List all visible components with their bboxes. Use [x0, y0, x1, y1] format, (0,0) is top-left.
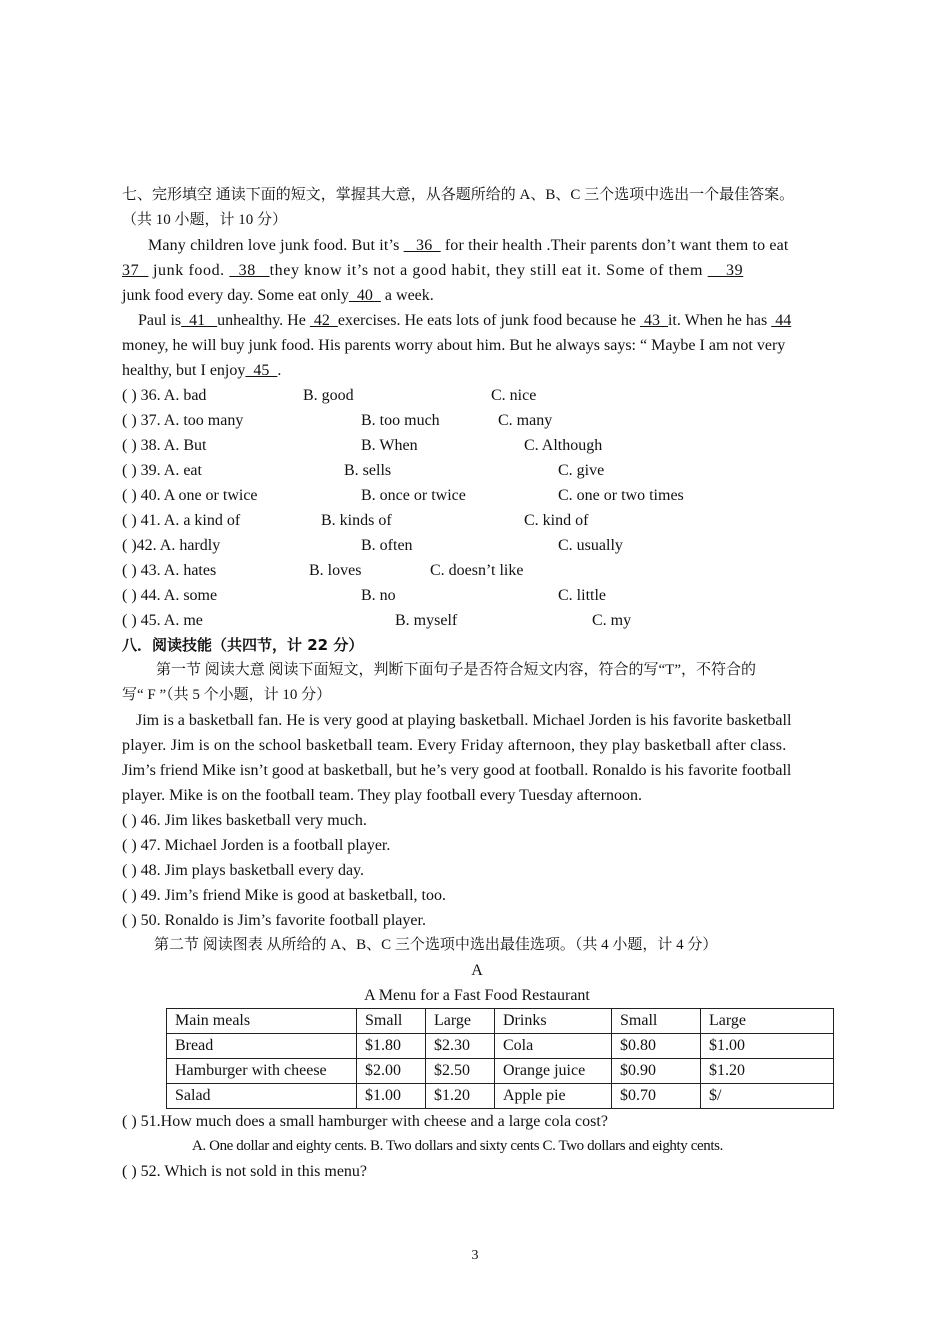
question-40: ( ) 40. A one or twice B. once or twice C. one or two times: [122, 487, 684, 504]
table-cell: $1.80: [357, 1034, 426, 1059]
blank-39: 39: [707, 262, 744, 279]
question-38: ( ) 38. A. But B. When C. Although: [122, 437, 603, 454]
blank-41: 41: [181, 312, 218, 329]
table-cell: Hamburger with cheese: [167, 1059, 357, 1084]
header-cell: Large: [426, 1009, 495, 1034]
table-cell: $0.70: [612, 1084, 701, 1109]
section8-title: 八．阅读技能（共四节，计 22 分）: [122, 636, 364, 654]
question-37: ( ) 37. A. too many B. too much C. many: [122, 412, 553, 429]
cloze-line-4: Paul is 41 unhealthy. He 42 exercises. He eats lots of junk food because he 43 it. When he has 44: [138, 312, 792, 329]
table-label: A: [471, 962, 483, 979]
passage-line-2: player. Jim is on the school basketball team. Every Friday afternoon, they play basketball after class.: [122, 737, 787, 754]
table-header-row: [167, 1009, 834, 1034]
header-cell: Large: [701, 1009, 834, 1034]
table-row: [167, 1084, 834, 1109]
question-49: ( ) 49. Jim’s friend Mike is good at basketball, too.: [122, 887, 446, 904]
table-cell: Apple pie: [495, 1084, 612, 1109]
question-39: ( ) 39. A. eat B. sells C. give: [122, 462, 605, 479]
blank-45: 45: [245, 362, 278, 379]
question-46: ( ) 46. Jim likes basketball very much.: [122, 812, 367, 829]
blank-40: 40: [348, 287, 381, 304]
table-cell: $0.90: [612, 1059, 701, 1084]
part2-instructions: 第二节 阅读图表 从所给的 A、B、C 三个选项中选出最佳选项。（共 4 小题，计 4 分）: [154, 937, 718, 953]
cloze-line-2: 37 junk food. 38 they know it’s not a good habit, they still eat it. Some of them 39: [122, 262, 744, 279]
question-36: ( ) 36. A. bad B. good C. nice: [122, 387, 537, 404]
table-cell: $1.20: [701, 1059, 834, 1084]
blank-37: 37: [122, 262, 149, 279]
blank-42: 42: [309, 312, 338, 329]
table-cell: Bread: [167, 1034, 357, 1059]
table-cell: Orange juice: [495, 1059, 612, 1084]
question-50: ( ) 50. Ronaldo is Jim’s favorite football player.: [122, 912, 426, 929]
question-44: ( ) 44. A. some B. no C. little: [122, 587, 606, 604]
blank-43: 43: [639, 312, 668, 329]
question-52: ( ) 52. Which is not sold in this menu?: [122, 1163, 368, 1180]
table-cell: $1.00: [701, 1034, 834, 1059]
table-cell: $1.20: [426, 1084, 495, 1109]
table-cell: Cola: [495, 1034, 612, 1059]
question-41: ( ) 41. A. a kind of B. kinds of C. kind of: [122, 512, 589, 529]
table-cell: $2.00: [357, 1059, 426, 1084]
section7-title: 七、完形填空 通读下面的短文，掌握其大意，从各题所给的 A、B、C 三个选项中选出一个最佳答案。: [122, 187, 795, 203]
question-47: ( ) 47. Michael Jorden is a football player.: [122, 837, 391, 854]
menu-table: [166, 1008, 834, 1109]
question-51: ( ) 51.How much does a small hamburger with cheese and a large cola cost?: [122, 1113, 608, 1130]
question-51-options: A. One dollar and eighty cents. B. Two dollars and sixty cents C. Two dollars and eighty cents.: [192, 1138, 723, 1154]
passage-line-1: Jim is a basketball fan. He is very good at playing basketball. Michael Jorden is his favorite basketball: [136, 712, 792, 729]
table-title: A Menu for a Fast Food Restaurant: [364, 987, 590, 1004]
table-row: [167, 1034, 834, 1059]
page-number: 3: [471, 1248, 479, 1263]
table-cell: $2.50: [426, 1059, 495, 1084]
table-cell: $/: [701, 1084, 834, 1109]
passage-line-4: player. Mike is on the football team. They play football every Tuesday afternoon.: [122, 787, 643, 804]
question-45: ( ) 45. A. me B. myself C. my: [122, 612, 632, 629]
table-cell: Salad: [167, 1084, 357, 1109]
table-row: [167, 1059, 834, 1084]
question-42: ( )42. A. hardly B. often C. usually: [122, 537, 623, 554]
cloze-line-5: money, he will buy junk food. His parents worry about him. But he always says: “ Maybe I am not very: [122, 337, 786, 354]
blank-38: 38: [229, 262, 270, 279]
exam-page: [122, 183, 832, 1184]
cloze-line-3: junk food every day. Some eat only 40 a week.: [122, 287, 434, 304]
part1-instructions-2: 写“ F ”（共 5 个小题，计 10 分）: [122, 687, 332, 703]
question-43: ( ) 43. A. hates B. loves C. doesn’t like: [122, 562, 524, 579]
section7-score: （共 10 小题，计 10 分）: [122, 212, 288, 228]
part1-instructions-1: 第一节 阅读大意 阅读下面短文，判断下面句子是否符合短文内容，符合的写“T”，不符合的: [156, 662, 756, 678]
passage-line-3: Jim’s friend Mike isn’t good at basketball, but he’s very good at football. Ronaldo is his favorite football: [122, 762, 792, 779]
question-48: ( ) 48. Jim plays basketball every day.: [122, 862, 365, 879]
table-cell: $1.00: [357, 1084, 426, 1109]
header-cell: Main meals: [167, 1009, 357, 1034]
cloze-line-6: healthy, but I enjoy 45 .: [122, 362, 282, 379]
table-cell: $2.30: [426, 1034, 495, 1059]
blank-44: 44: [771, 312, 792, 329]
header-cell: Drinks: [495, 1009, 612, 1034]
blank-36: 36: [403, 237, 441, 254]
cloze-line-1: Many children love junk food. But it’s 36 for their health .Their parents don’t want them to eat: [148, 237, 789, 254]
table-cell: $0.80: [612, 1034, 701, 1059]
header-cell: Small: [612, 1009, 701, 1034]
header-cell: Small: [357, 1009, 426, 1034]
